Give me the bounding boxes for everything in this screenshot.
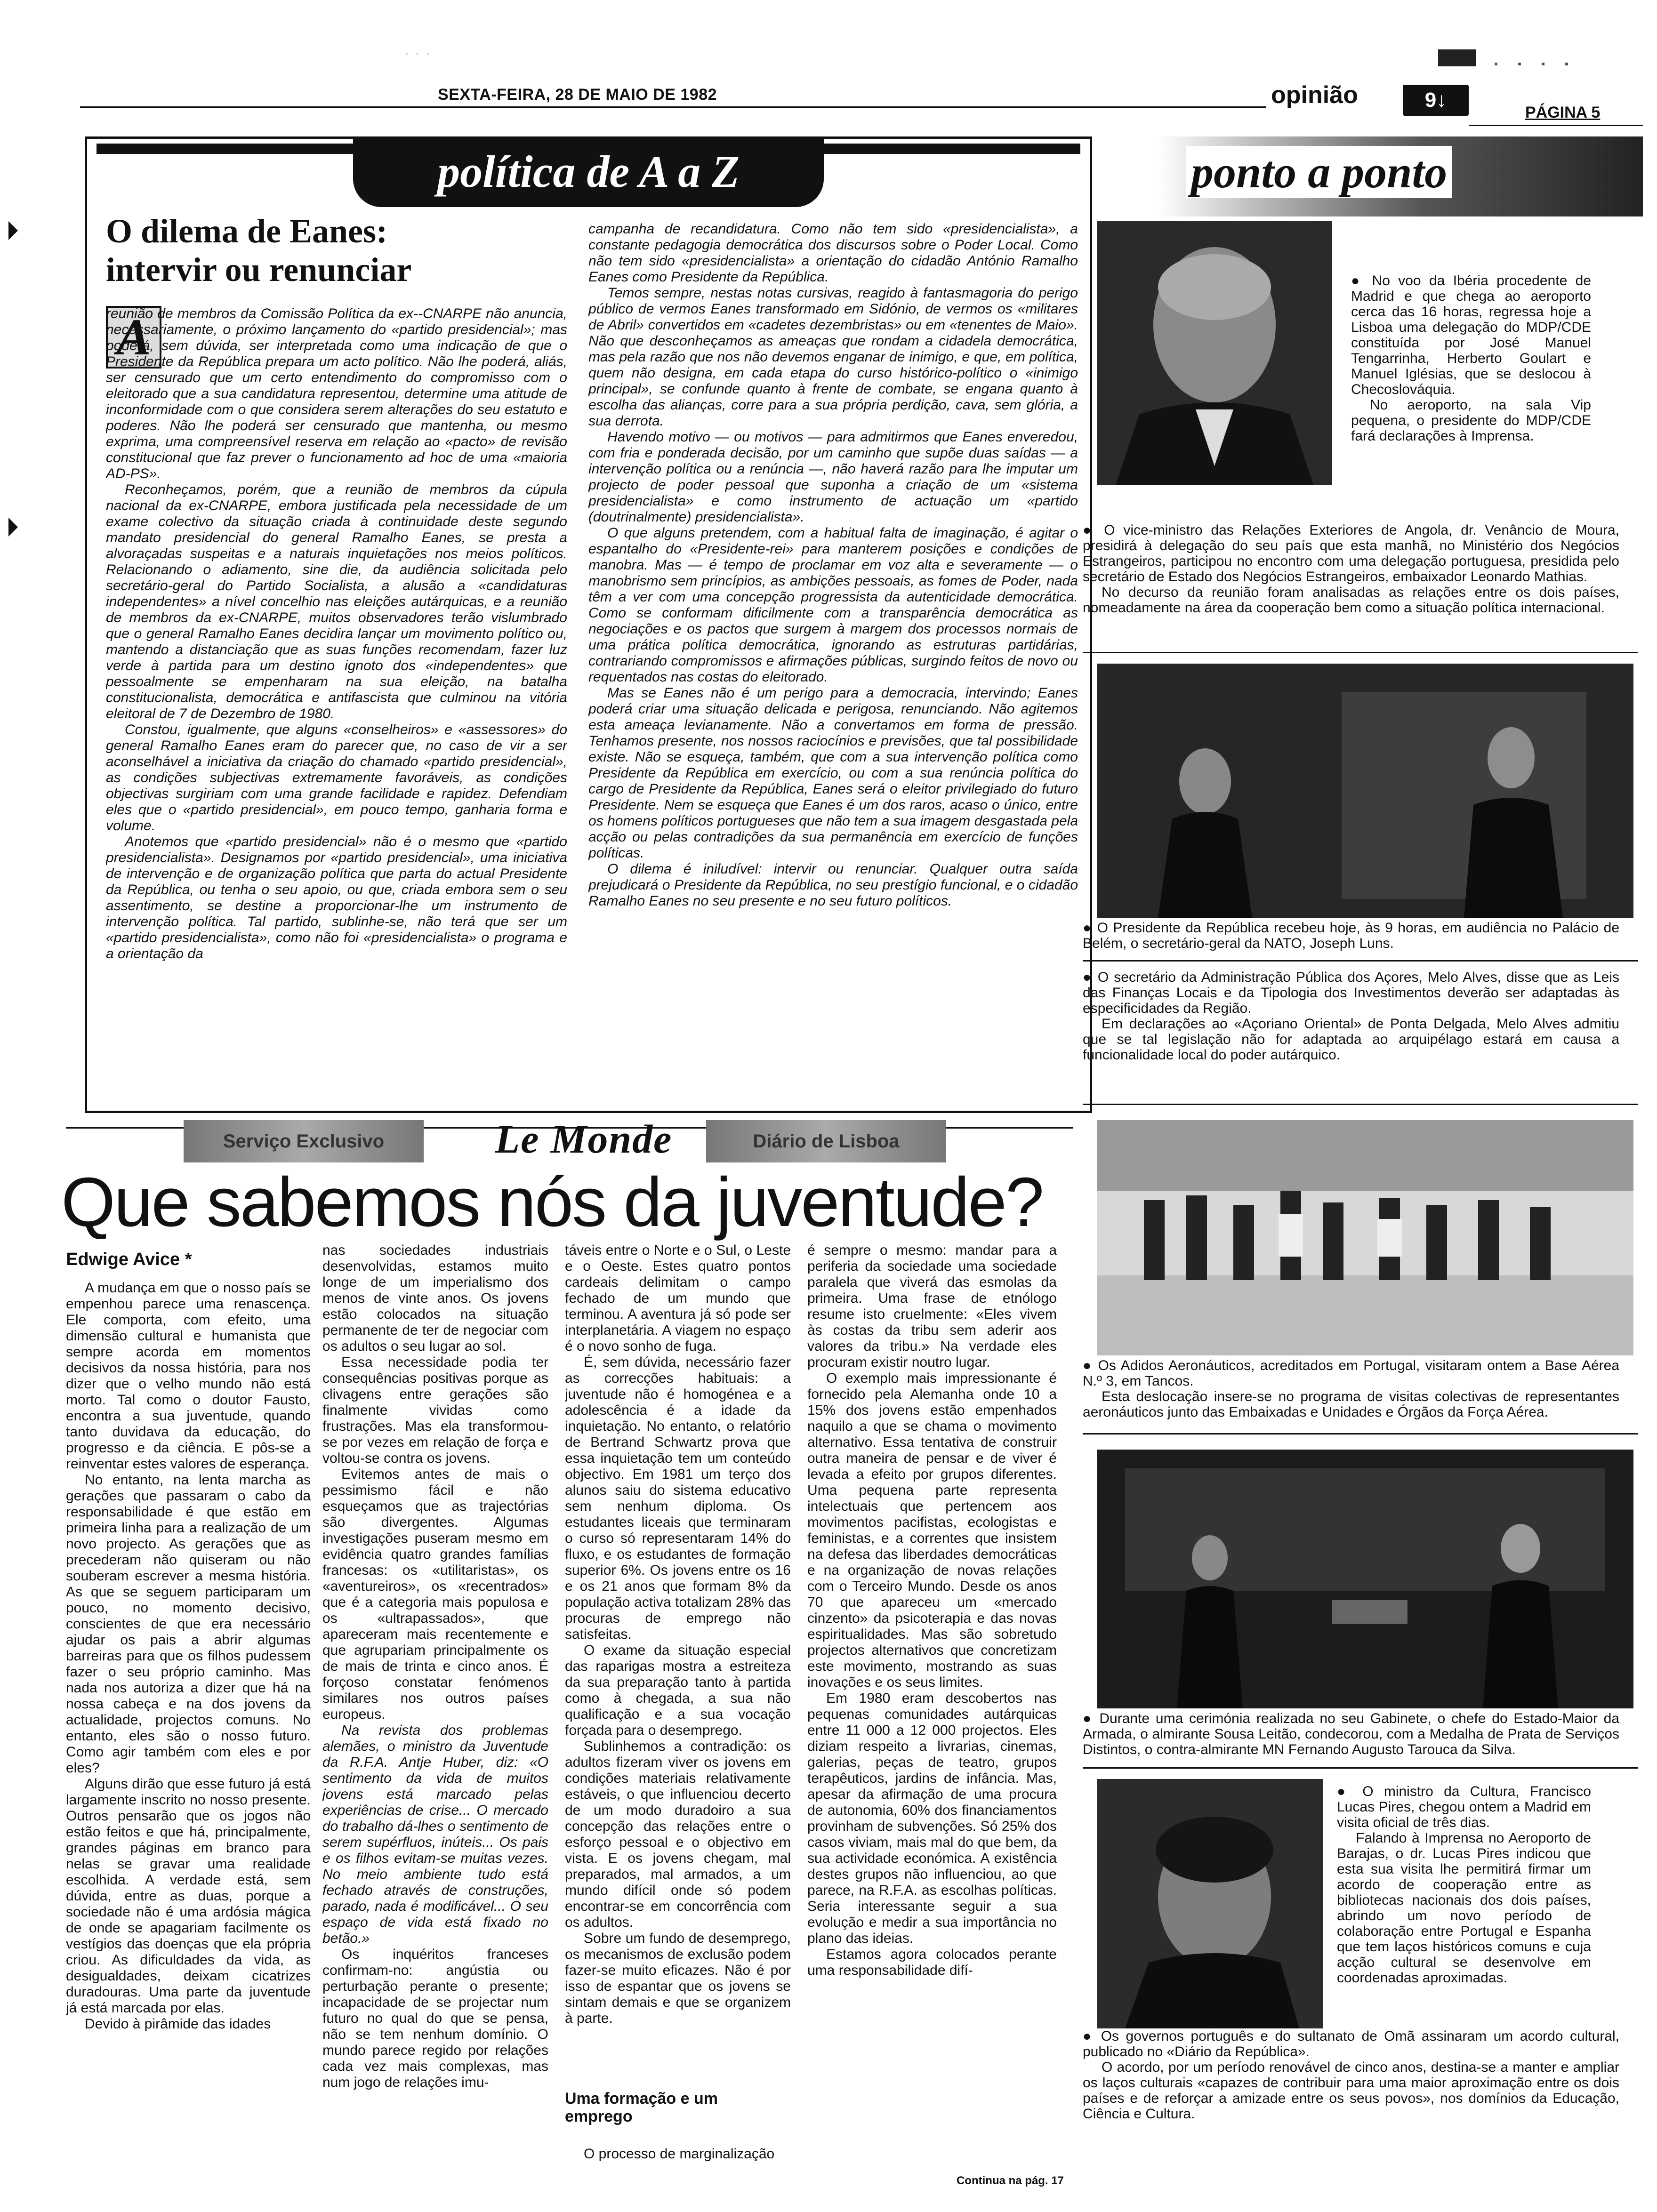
az-headline xyxy=(106,212,577,289)
lemonde-paragraph: A mudança em que o nosso país se empenhou parece uma renascença. Ele comporta, com efeito, uma dimensão cultural e humanista que sempre acorda em momentos decisivos da nossa história, para nos dizer que o velho mundo não está morto. Tal como o doutor Fausto, encontra a sua juventude, quando tanto duvidava da educação, do progresso e da ciência. E pôs-se a reinventar estes valores de esperança. xyxy=(66,1280,311,1472)
lemonde-paragraph: O exame da situação especial das raparigas mostra a estreiteza da sua preparação tanto à partida como à chegada, a sua não qualificação e a sua vocação forçada para o desemprego. xyxy=(565,1643,791,1738)
ponto-item-7 xyxy=(1337,1784,1591,1986)
lemonde-paragraph: Estamos agora colocados perante uma responsabilidade difí- xyxy=(807,1947,1057,1978)
lemonde-column-1 xyxy=(66,1280,311,2184)
section-badge: 9↓ xyxy=(1403,85,1469,116)
top-mark: ... xyxy=(405,42,437,58)
ponto-text: ● O vice-ministro das Relações Exteriores de Angola, dr. Venâncio de Moura, presidirá à delegação do seu país que esta manhã, no Ministério dos Negócios Estrangeiros, participou no encontro com uma delegação portuguesa, presidida pelo secretário de Estado dos Negócios Estrangeiros, embaixador Leonardo Mathias. xyxy=(1083,522,1619,585)
meeting-photo-icon xyxy=(1097,664,1633,918)
lemonde-paragraph: Sublinhemos a contradição: os adultos fizeram viver os jovens em condições materiais relativamente estáveis, o que influenciou decerto de um modo duradoiro a sua concepção das relações entre o esforço pessoal e o objectivo em vista. E os jovens chegam, mal preparados, mal armados, a um mundo difícil onde só podem encontrar-se em concorrência com os adultos. xyxy=(565,1739,791,1930)
bullet-icon: ● xyxy=(1337,1784,1363,1799)
header-rule xyxy=(80,106,1266,108)
photo-cerimonia-armada xyxy=(1097,1450,1633,1708)
ponto-text: ● Os governos português e do sultanato de Omã assinaram um acordo cultural, publicado no «Diário da República». xyxy=(1083,2028,1619,2060)
continua-note: Continua na pág. 17 xyxy=(956,2174,1064,2187)
az-paragraph: Anotemos que «partido presidencial» não é o mesmo que «partido presidencialista». Designamos por «partido presidencial», uma iniciativa de intervenção e de organização política que parta do actual Presidente da República, ou tenha o seu apoio, ou que, criada embora sem o seu assentimento, se destine a proporcionar-lhe um instrumento de intervenção política. Tal partido, sublinhe-se, não terá que ser um «partido presidencialista», como não foi «presidencialista» o programa e a orientação da xyxy=(106,834,567,962)
az-dropcap: A xyxy=(106,306,161,369)
photo-tengarrinha xyxy=(1097,221,1332,485)
ceremony-photo-icon xyxy=(1097,1450,1633,1708)
az-paragraph: Mas se Eanes não é um perigo para a democracia, intervindo; Eanes poderá criar uma situação delicada e perigosa, renunciando. Não agitemos esta ameaça levianamente. Não a convertamos em forma de pressão. Tenhamos presente, nos nossos raciocínios e previsões, que tal possibilidade existe. Não se esqueça, também, que com a sua intervenção política como Presidente da República em exercício, ou com a sua renúncia política do cargo de Presidente da República, Eanes será o eleitor privilegiado do futuro Presidente. Nem se esqueça que Eanes é um dos raros, acaso o único, entre os homens políticos portugueses que não tem a sua imagem desgastada pela acção ou pelas contradições da sua permanência em exercício de funções políticas. xyxy=(588,685,1078,861)
ponto-banner xyxy=(1092,136,1643,216)
portrait-icon xyxy=(1097,1779,1323,2028)
lemonde-paragraph: É, sem dúvida, necessário fazer as correcções habituais: a juventude não é homogénea e a adolescência é a idade da inquietação. No entanto, o relatório de Bertrand Schwartz prova que essa inquietação tem um conteúdo objectivo. Em 1981 um terço dos alunos saiu do sistema educativo sem nenhum diploma. Os estudantes liceais que terminaram o curso só representaram 14% do fluxo, e os estudantes de formação superior 6%. Os jovens entre os 16 e os 21 anos que formam 8% da população activa totalizam 28% das procuras de emprego não satisfeitas. xyxy=(565,1354,791,1642)
lemonde-paragraph: Os inquéritos franceses confirmam-no: angústia ou perturbação perante o presente; incapacidade de se projectar num futuro no qual do que se pensa, não se tem nenhum domínio. O mundo parece regido por relações cada vez mais complexas, mas num jogo de relações imu- xyxy=(322,1947,548,2090)
page-number: PÁGINA 5 xyxy=(1525,104,1601,121)
ponto-item-5 xyxy=(1083,1358,1619,1420)
ponto-divider xyxy=(1083,1767,1638,1769)
az-column-1 xyxy=(106,306,567,1106)
bullet-icon: ● xyxy=(1083,2028,1101,2044)
lemonde-paragraph: Devido à pirâmide das idades xyxy=(85,2016,271,2032)
ponto-item-8 xyxy=(1083,2028,1619,2122)
header-date: SEXTA-FEIRA, 28 DE MAIO DE 1982 xyxy=(438,86,717,104)
ponto-text: ● O ministro da Cultura, Francisco Lucas Pires, chegou ontem a Madrid em visita oficial de três dias. xyxy=(1337,1784,1591,1830)
lemonde-paragraph: No entanto, na lenta marcha as gerações que passaram o cabo da responsabilidade é que estão em primeira linha para a realização de um novo projecto. As gerações que as precederam não quiseram ou não souberam escrever a mesma história. As que se seguem participaram um pouco, no momento decisivo, conscientes de que era necessário ajudar os pais a abrir algumas barreiras para que os filhos pudessem fazer o seu próprio caminho. Mas nada nos autoriza a dizer que há na nossa cabeça e na dos jovens da actualidade, projectos comuns. No entanto, eles são o nosso futuro. Como agir também com eles e por eles? xyxy=(66,1472,311,1776)
lemonde-tag-right-text: Diário de Lisboa xyxy=(753,1131,900,1152)
lemonde-byline: Edwige Avice * xyxy=(66,1250,192,1269)
lemonde-paragraph: Em 1980 eram descobertos nas pequenas comunidades autárquicas entre 11 000 a 12 000 projectos. Eles diziam respeito a livrarias, cinemas, galerias, peças de teatro, grupos terapêuticos, jardins de infância. Mas, apesar da afirmação de uma procura de autonomia, 60% dos financiamentos provinham de subvenções. Só 25% dos casos viviam, mais mal do que bem, da sua actividade económica. A existência destes grupos não influenciou, ao que parece, na R.F.A. as escolhas políticas. Seria interessante seguir a sua evolução e medir a sua importância no plano das ideias. xyxy=(807,1691,1057,1946)
airbase-photo-icon xyxy=(1097,1120,1633,1355)
header-rule-right xyxy=(1469,125,1643,126)
ponto-text: Esta deslocação insere-se no programa de visitas colectivas de representantes aeronáuticos junto das Embaixadas e Unidades e Órgãos da Força Aérea. xyxy=(1083,1389,1619,1420)
ponto-text: ● O secretário da Administração Pública dos Açores, Melo Alves, disse que as Leis das Finanças Locais e da Tipologia dos Investimentos deverão ser adaptadas às especificidades da Região. xyxy=(1083,970,1619,1016)
margin-mark xyxy=(8,221,18,240)
lemonde-paragraph: Alguns dirão que esse futuro já está largamente inscrito no nosso presente. Outros pensarão que os jogos não estão feitos e que há, principalmente, grandes páginas em branco para nelas se gravar uma realidade escolhida. A verdade está, sem dúvida, entre as duas, porque a sociedade não é uma ardósia mágica de onde se apagariam facilmente os vestígios das doenças que ela própria criou. As dificuldades da vida, as desigualdades, deixam cicatrizes duradouras. Uma parte da juventude já está marcada por elas. xyxy=(66,1776,311,2016)
ponto-item-3 xyxy=(1083,920,1619,951)
ponto-text: ● O Presidente da República recebeu hoje, às 9 horas, em audiência no Palácio de Belém, o secretário-geral da NATO, Joseph Luns. xyxy=(1083,920,1619,951)
margin-arrow-icon xyxy=(8,221,18,240)
ponto-divider xyxy=(1083,960,1638,962)
az-column-2 xyxy=(588,221,1078,1106)
az-paragraph: O que alguns pretendem, com a habitual falta de imaginação, é agitar o espantalho do «Presidente-rei» para manterem posições e condições de manobra. Mas — é tempo de proclamar em voz alta e severamente — o manobrismo sem princípios, as ambições pessoais, as fomes de Poder, nada têm a ver com uma concepção progressista da autenticidade democrática. Como se conformam dificilmente com a transparência democrática as negociações e os pactos que surgem à margem dos processos normais de uma prática política democrática, ignorando as estruturas partidárias, contrariando compromissos e afirmações públicas, surgindo feitos de novo ou requentados nas costas do eleitorado. xyxy=(588,525,1078,685)
lemonde-tag-left xyxy=(184,1120,424,1162)
az-paragraph: Havendo motivo — ou motivos — para admitirmos que Eanes enveredou, com fria e ponderada decisão, por um caminho que supõe duas saídas — a intervenção política ou a renúncia —, não haverá razão para lhe imputar um projecto de poder pessoal que suponha a criação de um «sistema presidencialista» e como instrumento de actuação um «partido (doutrinalmente) presidencialista». xyxy=(588,429,1078,525)
bullet-icon: ● xyxy=(1083,970,1098,985)
ponto-divider xyxy=(1083,652,1638,653)
lemonde-column-4 xyxy=(807,1242,1057,2165)
masthead-mark xyxy=(1438,45,1636,73)
photo-nato-meeting xyxy=(1097,664,1633,918)
lemonde-paragraph: Essa necessidade podia ter consequências positivas porque as clivagens entre gerações são finalmente vividas como frustrações. Mas ela transformou-se por vezes em relação de força e voltou-se contra os jovens. xyxy=(322,1354,548,1466)
az-headline-line1: O dilema de Eanes: xyxy=(106,212,388,250)
az-banner xyxy=(353,136,824,207)
lemonde-paragraph: táveis entre o Norte e o Sul, o Leste e o Oeste. Estes quatro pontos cardeais delimitam o campo fechado de um mundo que terminou. A aventura já só pode ser interplanetária. A viagem no espaço é o novo sonho de fuga. xyxy=(565,1242,791,1354)
lemonde-column-2 xyxy=(322,1242,548,2184)
lemonde-paragraph: nas sociedades industriais desenvolvidas, estamos muito longe de um imperialismo dos menos de vinte anos. Os jovens estão colocados na situação permanente de ter de negociar com os adultos o seu lugar ao sol. xyxy=(322,1242,548,1354)
portrait-icon xyxy=(1097,221,1332,485)
ponto-divider xyxy=(1083,1433,1638,1435)
lemonde-subhead: Uma formação e um emprego xyxy=(565,2090,718,2125)
lemonde-tag-right xyxy=(706,1120,946,1162)
section-name: opinião xyxy=(1271,81,1358,109)
ponto-text: Em declarações ao «Açoriano Oriental» de Ponta Delgada, Melo Alves admitiu que se tal legislação não for adaptada ao arquipélago estará em causa a funcionalidade local do poder autárquico. xyxy=(1083,1016,1619,1063)
bullet-icon: ● xyxy=(1083,1358,1098,1373)
ponto-text: No decurso da reunião foram analisadas as relações entre os dois países, nomeadamente na área da cooperação bem como a situação política internacional. xyxy=(1083,585,1619,616)
ponto-divider xyxy=(1083,1104,1638,1105)
bullet-icon: ● xyxy=(1351,273,1372,289)
az-banner-text: política de A a Z xyxy=(437,146,740,197)
ponto-text: O acordo, por um período renovável de cinco anos, destina-se a manter e ampliar os laços culturais «capazes de contribuir para uma maior aproximação entre os dois países e de reforçar a amizade entre os seus povos», nos domínios da Educação, Ciência e Cultura. xyxy=(1083,2060,1619,2122)
masthead-mark-icon xyxy=(1438,45,1636,73)
az-paragraph: Reconheçamos, porém, que a reunião de membros da cúpula nacional da ex-CNARPE, embora justificada pela necessidade de um exame colectivo da situação criada à continuidade deste segundo mandato presidencial do general Ramalho Eanes, se presta a alvoraçadas suspeitas e a naturais inquietações nos meios políticos. Relacionando o adiamento, sine die, da audiência solicitada pelo secretário-geral do Partido Socialista, a alusão a «candidaturas independentes» a nível concelhio nas eleições autárquicas, e a reunião de membros da ex-CNARPE, muitos observadores terão vislumbrado que o general Ramalho Eanes decidira lançar um movimento político ou, mantendo a distanciação que as suas funções recomendam, fazer luz verde à partida para um destino ignoto dos «independentes» que pessoalmente se empenharam na sua eleição, na batalha constitucionalista, democrática e antifascista que culminou na vitória eleitoral de 7 de Dezembro de 1980. xyxy=(106,482,567,721)
lemonde-headline: Que sabemos nós da juventude? xyxy=(61,1163,1043,1241)
az-paragraph: O dilema é iniludível: intervir ou renunciar. Qualquer outra saída prejudicará o Presidente da República, no seu prestígio funcional, e o cidadão Ramalho Eanes no seu presente e no seu futuro políticos. xyxy=(588,861,1078,909)
margin-arrow-icon xyxy=(8,518,18,537)
lemonde-column-3 xyxy=(565,1242,791,2071)
ponto-banner-text: ponto a ponto xyxy=(1186,146,1452,198)
margin-mark xyxy=(8,518,18,537)
lemonde-paragraph: é sempre o mesmo: mandar para a periferia da sociedade uma sociedade paralela que viverá das esmolas da primeira. Uma frase de etnólogo resume isto cruelmente: «Eles vivem às costas da tribu sem aderir aos valores da tribu.» Na verdade eles procuram existir noutro lugar. xyxy=(807,1242,1057,1370)
photo-base-aerea xyxy=(1097,1120,1633,1355)
lemonde-paragraph: Evitemos antes de mais o pessimismo fácil e não esqueçamos que as trajectórias são divergentes. Algumas investigações puseram mesmo em evidência quatro grandes famílias francesas: os «utilitaristas», os «aventureiros», os «recentrados» que é a categoria mais populosa e os «ultrapassados», que apareceram mais recentemente e que agrupariam principalmente os de mais de trinta e cinco anos. É forçoso constatar fenómenos similares nos outros países europeus. xyxy=(322,1467,548,1722)
lemonde-logo: Le Monde xyxy=(495,1116,673,1162)
az-paragraph: Constou, igualmente, que alguns «conselheiros» e «assessores» do general Ramalho Eanes eram do parecer que, no caso de vir a ser aconselhável a iniciativa da criação do chamado «partido presidencial», as condições subjectivas extremamente favoráveis, as condições objectivas surgiriam com uma grande facilidade e rapidez. Defendiam eles que o «partido presidencial», em pouco tempo, ganharia forma e volume. xyxy=(106,722,567,834)
ponto-item-2 xyxy=(1083,522,1619,616)
az-paragraph: campanha de recandidatura. Como não tem sido «presidencialista», a constante pedagogia democrática dos discursos sobre o Poder Local. Como não tem sido «presidencialista» a orientação do cidadão António Ramalho Eanes como Presidente da República. xyxy=(588,221,1078,285)
lemonde-column-3-end: O processo de marginalização xyxy=(584,2146,775,2162)
ponto-text: ● Durante uma cerimónia realizada no seu Gabinete, o chefe do Estado-Maior da Armada, o almirante Sousa Leitão, condecorou, com a Medalha de Prata de Serviços Distintos, o contra-almirante MN Fernando Augusto Tarouca da Silva. xyxy=(1083,1711,1619,1757)
ponto-item-6 xyxy=(1083,1711,1619,1757)
lemonde-tag-left-text: Serviço Exclusivo xyxy=(223,1131,385,1152)
photo-lucas-pires xyxy=(1097,1779,1323,2028)
lemonde-paragraph: O exemplo mais impressionante é fornecido pela Alemanha onde 10 a 15% dos jovens estão empenhados naquilo a que se chama o movimento alternativo. Essa tentativa de construir outra maneira de pensar e de viver é levada a efeito por grupos diferentes. Uma pequena parte representa intelectuais que pertencem aos movimentos pacifistas, ecologistas e feministas, e a correntes que insistem na defesa das liberdades democráticas e na organização de novas relações com o Terceiro Mundo. Desde os anos 70 que apareceu um «mercado cinzento» da psicoterapia e das novas espiritualidades. Mas são sobretudo projectos alternativos que concretizam este movimento, mostrando as suas inovações e os seus limites. xyxy=(807,1370,1057,1690)
bullet-icon: ● xyxy=(1083,920,1097,936)
lemonde-paragraph: Na revista dos problemas alemães, o ministro da Juventude da R.F.A. Antje Huber, diz: «O sentimento da vida de muitos jovens está marcado pelas experiências de crise... O mercado do trabalho dá-lhes o sentimento de serem supérfluos, inúteis... Os pais e os filhos evitam-se muitas vezes. No meio ambiente tudo está fechado através de construções, parado, nada é modificável... O seu espaço de vida está fixado no betão.» xyxy=(322,1723,548,1946)
lemonde-paragraph: Sobre um fundo de desemprego, os mecanismos de exclusão podem fazer-se muito eficazes. Não é por isso de espantar que os jovens se sintam demais e que se organizem à parte. xyxy=(565,1931,791,2026)
ponto-text: Falando à Imprensa no Aeroporto de Barajas, o dr. Lucas Pires indicou que esta sua visita lhe permitirá firmar um acordo de cooperação entre as bibliotecas nacionais dos dois países, abrindo um novo período de colaboração entre Portugal e Espanha que tem laços históricos comuns e cuja acção cultural se desenvolve em coordenadas aproximadas. xyxy=(1337,1830,1591,1986)
az-paragraph: reunião de membros da Comissão Política da ex--CNARPE não anuncia, necessariamente, o próximo lançamento do «partido presidencial»; mas poderá, sem dúvida, ser interpretada como uma indicação de que o Presidente da República prepara um acto político. Não lhe poderá, aliás, ser censurado que um certo entendimento do compromisso com o eleitorado que a sua candidatura representou, determine uma atitude de inconformidade com o que considera serem alterações do seu estatuto e poderes. Não lhe poderá ser censurado que mantenha, ou mesmo exprima, uma compreensível reserva em relação ao «pacto» de revisão constitucional que faz prever o funcionamento ad hoc de uma «maioria AD-PS». xyxy=(106,306,567,481)
bullet-icon: ● xyxy=(1083,1711,1100,1726)
ponto-text: No aeroporto, na sala Vip pequena, o presidente do MDP/CDE fará declarações à Imprensa. xyxy=(1351,397,1591,444)
bullet-icon: ● xyxy=(1083,522,1104,538)
ponto-text: ● No voo da Ibéria procedente de Madrid e que chega ao aeroporto cerca das 16 horas, regressa hoje a Lisboa uma delegação do MDP/CDE constituída por José Manuel Tengarrinha, Herberto Goulart e Manuel Iglésias, que se deslocou à Checoslováquia. xyxy=(1351,273,1591,397)
ponto-item-4 xyxy=(1083,970,1619,1063)
az-headline-line2: intervir ou renunciar xyxy=(106,251,412,289)
ponto-text: ● Os Adidos Aeronáuticos, acreditados em Portugal, visitaram ontem a Base Aérea N.º 3, em Tancos. xyxy=(1083,1358,1619,1389)
ponto-item-1 xyxy=(1351,273,1591,444)
az-paragraph: Temos sempre, nestas notas cursivas, reagido à fantasmagoria do perigo público de vermos Eanes transformado em Sidónio, de vermos os «militares de Abril» convertidos em «cadetes dezembristas» ou em «tenentes de Maio». Não que desconheçamos as ameaças que rondam a cidadela democrática, mas pela razão que nos não devemos enganar de inimigo, e que, em política, quem não designa, em cada etapa do curso histórico-político o «inimigo principal», se confunde quanto à frente de combate, se engana quanto à escolha das alianças, corre para a sua própria perdição, cava, sem glória, a sua derrota. xyxy=(588,285,1078,429)
